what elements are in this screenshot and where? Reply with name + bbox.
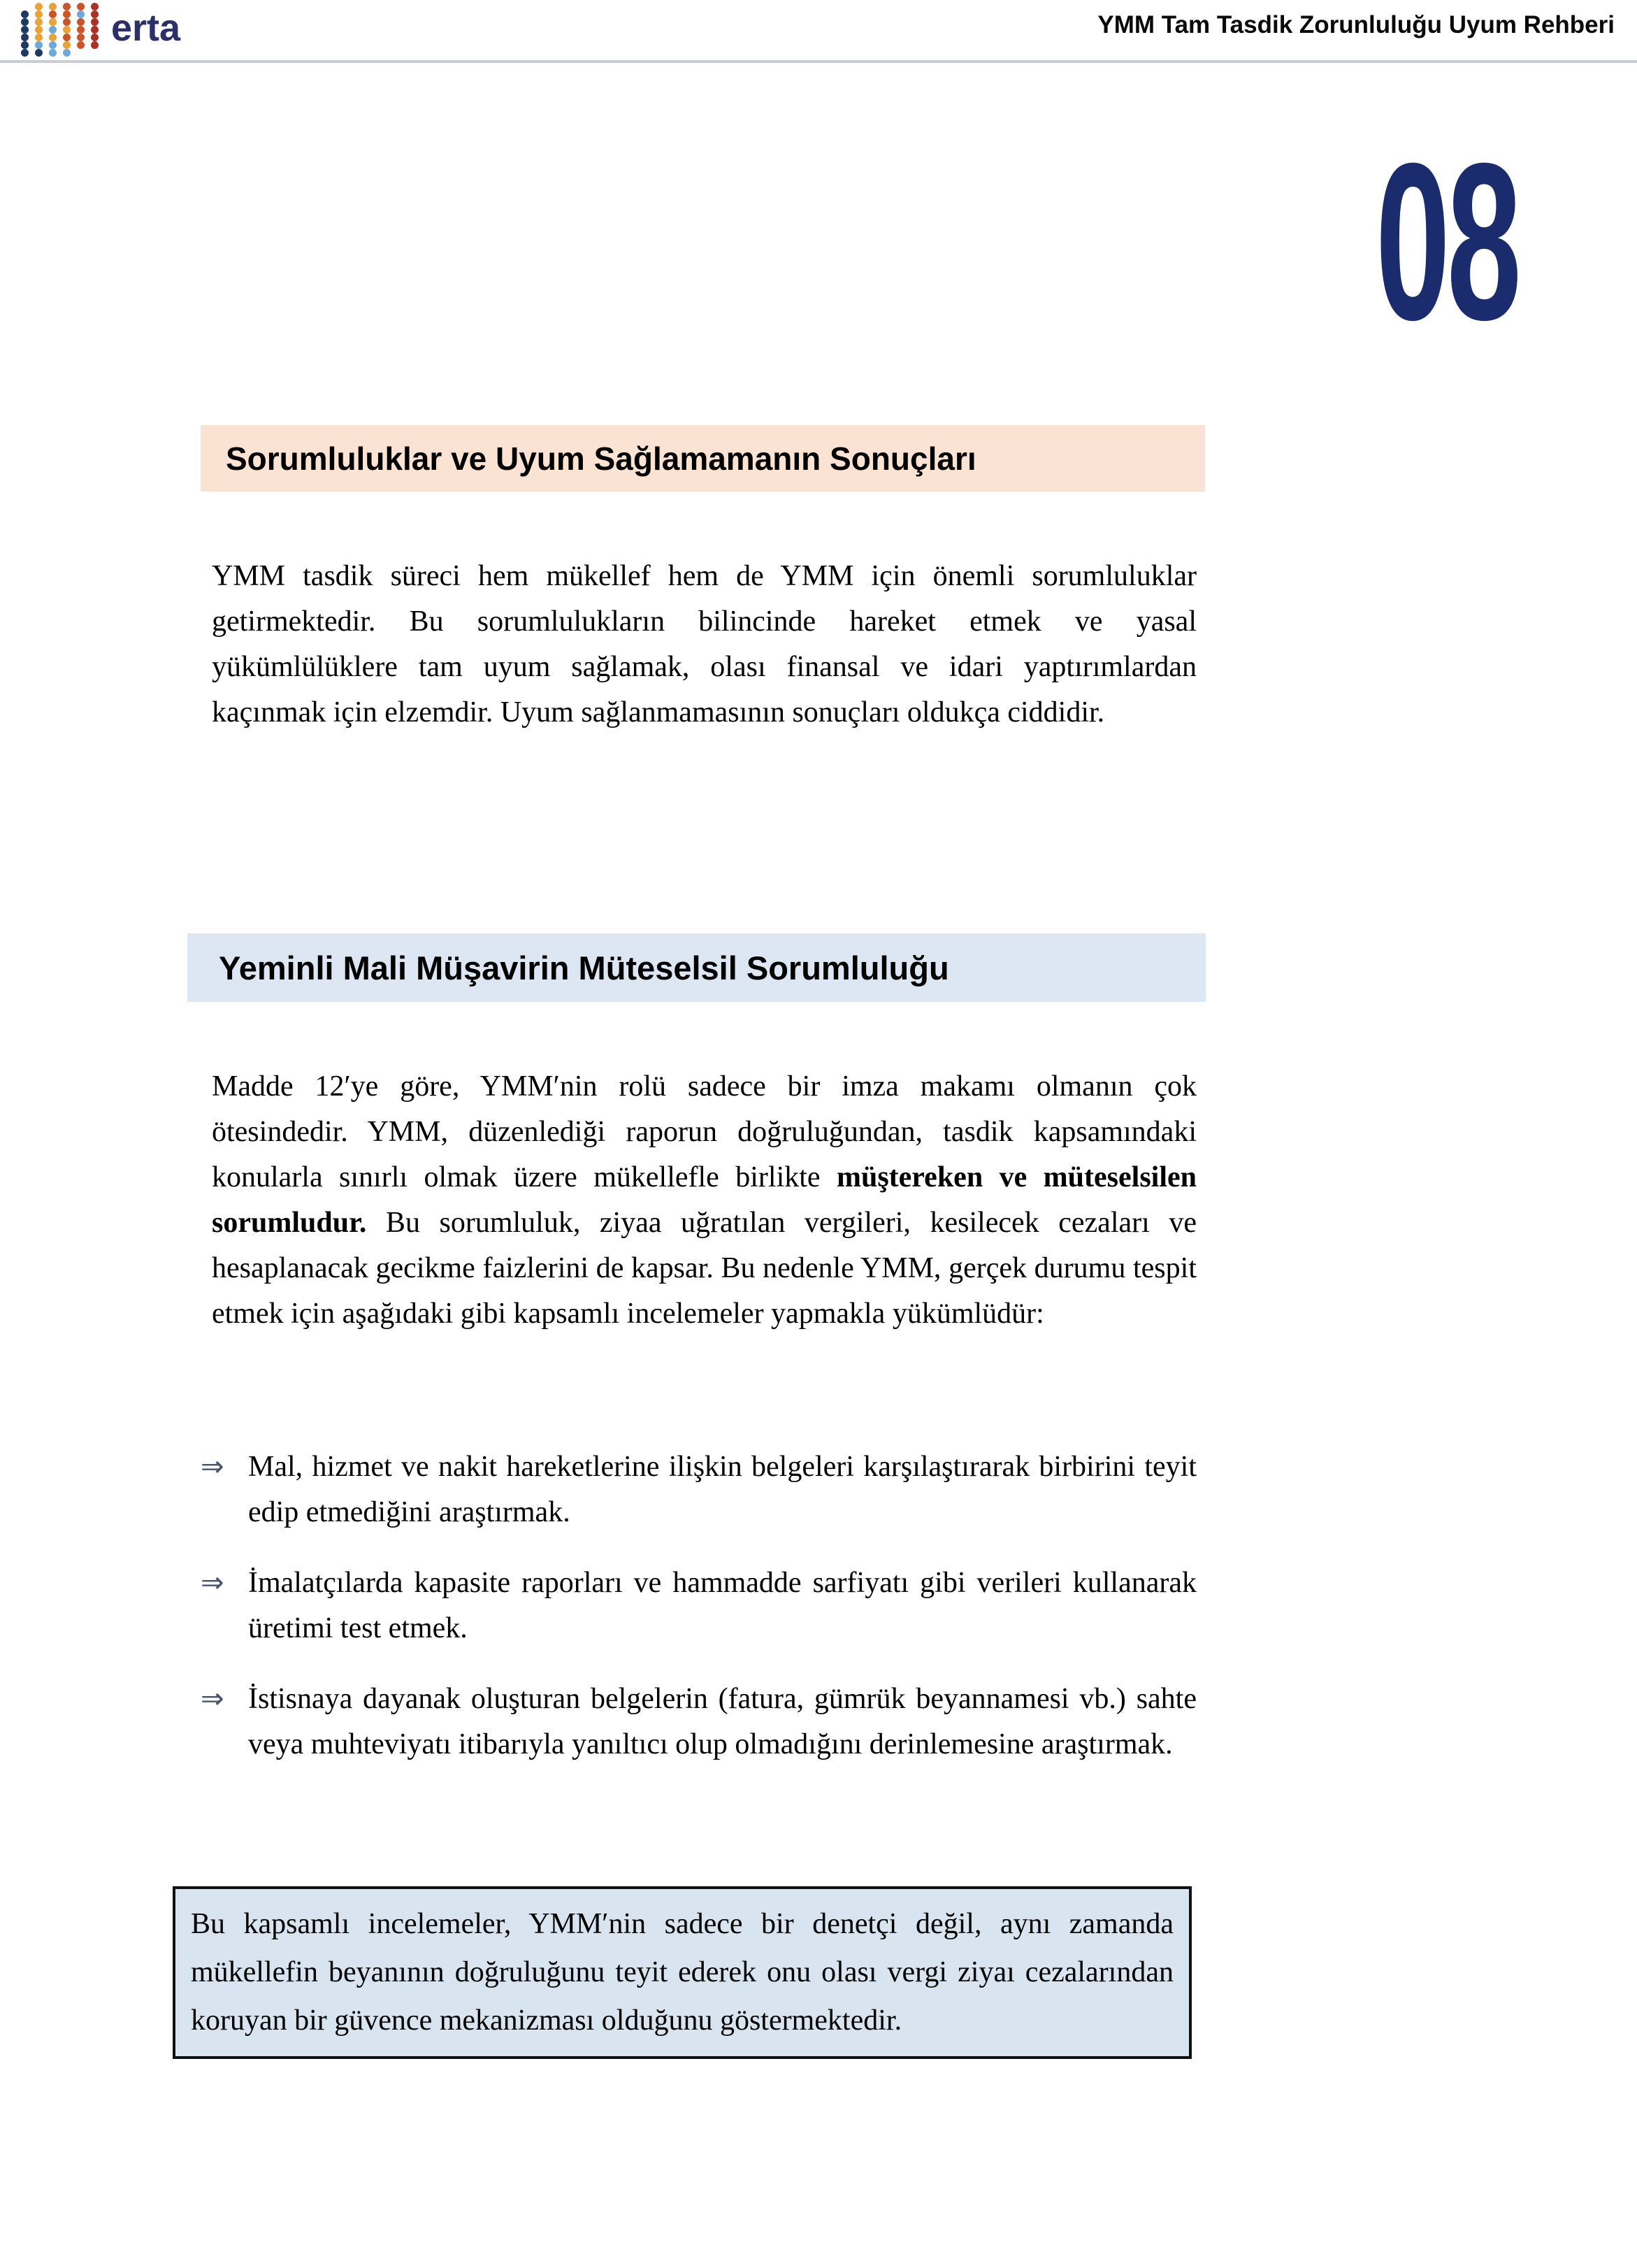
list-item xyxy=(201,1444,1197,1535)
list-item xyxy=(201,1677,1197,1767)
erta-logo-text: erta xyxy=(111,6,181,49)
callout-text: Bu kapsamlı incelemeler, YMM′nin sadece bir denetçi değil, aynı zamanda mükellefin beyanının doğruluğunu teyit ederek onu olası vergi ziyaı cezalarından koruyan bir güvence mekanizması olduğunu göstermektedir. xyxy=(191,1908,1174,2037)
section-heading-joint-liability xyxy=(187,933,1206,1002)
paragraph-segment: Madde 12′ye göre, YMM′nin rolü sadece bir imza makamı olmanın çok ötesindedir. YMM, düzenlediği raporun doğruluğundan, tasdik kapsamındaki konularla sınırlı olmak üzere mükellefle birlikte xyxy=(212,1070,1197,1193)
section-heading-responsibilities xyxy=(201,425,1205,491)
double-arrow-bullet-icon: ⇒ xyxy=(201,1567,224,1599)
list-item xyxy=(201,1560,1197,1651)
body-paragraph-1: YMM tasdik süreci hem mükellef hem de YMM için önemli sorumluluklar getirmektedir. Bu sorumlulukların bilincinde hareket etmek ve yasal yükümlülüklere tam uyum sağlamak, olası finansal ve idari yaptırımlardan kaçınmak için elzemdir. Uyum sağlanmamasının sonuçları oldukça ciddidir. xyxy=(212,560,1197,729)
list-item-text: Mal, hizmet ve nakit hareketlerine ilişkin belgeleri karşılaştırarak birbirini teyit edip etmediğini araştırmak. xyxy=(248,1451,1197,1528)
paragraph-segment: Bu sorumluluk, ziyaa uğratılan vergileri, kesilecek cezaları ve hesaplanacak gecikme faizlerini de kapsar. Bu nedenle YMM, gerçek durumu tespit etmek için aşağıdaki gibi kapsamlı incelemeler yapmakla yükümlüdür: xyxy=(212,1207,1197,1330)
erta-logo xyxy=(21,3,180,57)
erta-logo-dots-icon xyxy=(21,3,99,57)
section-heading-text: Yeminli Mali Müşavirin Müteselsil Sorumluluğu xyxy=(219,949,949,986)
double-arrow-bullet-icon: ⇒ xyxy=(201,1683,224,1715)
paragraph-bold-segment: müştereken ve müteselsilen sorumludur. xyxy=(212,1161,1197,1239)
list-item-text: İstisnaya dayanak oluşturan belgelerin (fatura, gümrük beyannamesi vb.) sahte veya muhteviyatı itibarıyla yanıltıcı olup olmadığını derinlemesine araştırmak. xyxy=(248,1683,1197,1760)
list-item-text: İmalatçılarda kapasite raporları ve hammadde sarfiyatı gibi verileri kullanarak üretimi test etmek. xyxy=(248,1567,1197,1644)
body-paragraph-2 xyxy=(212,1064,1197,1337)
header-divider xyxy=(0,60,1637,63)
header-title: YMM Tam Tasdik Zorunluluğu Uyum Rehberi xyxy=(1097,11,1615,38)
summary-callout-box xyxy=(173,1886,1192,2059)
chapter-number: 08 xyxy=(1376,116,1518,366)
section-heading-text: Sorumluluklar ve Uyum Sağlamamanın Sonuçları xyxy=(226,440,976,477)
inspection-bullet-list xyxy=(201,1444,1197,1767)
double-arrow-bullet-icon: ⇒ xyxy=(201,1451,224,1483)
